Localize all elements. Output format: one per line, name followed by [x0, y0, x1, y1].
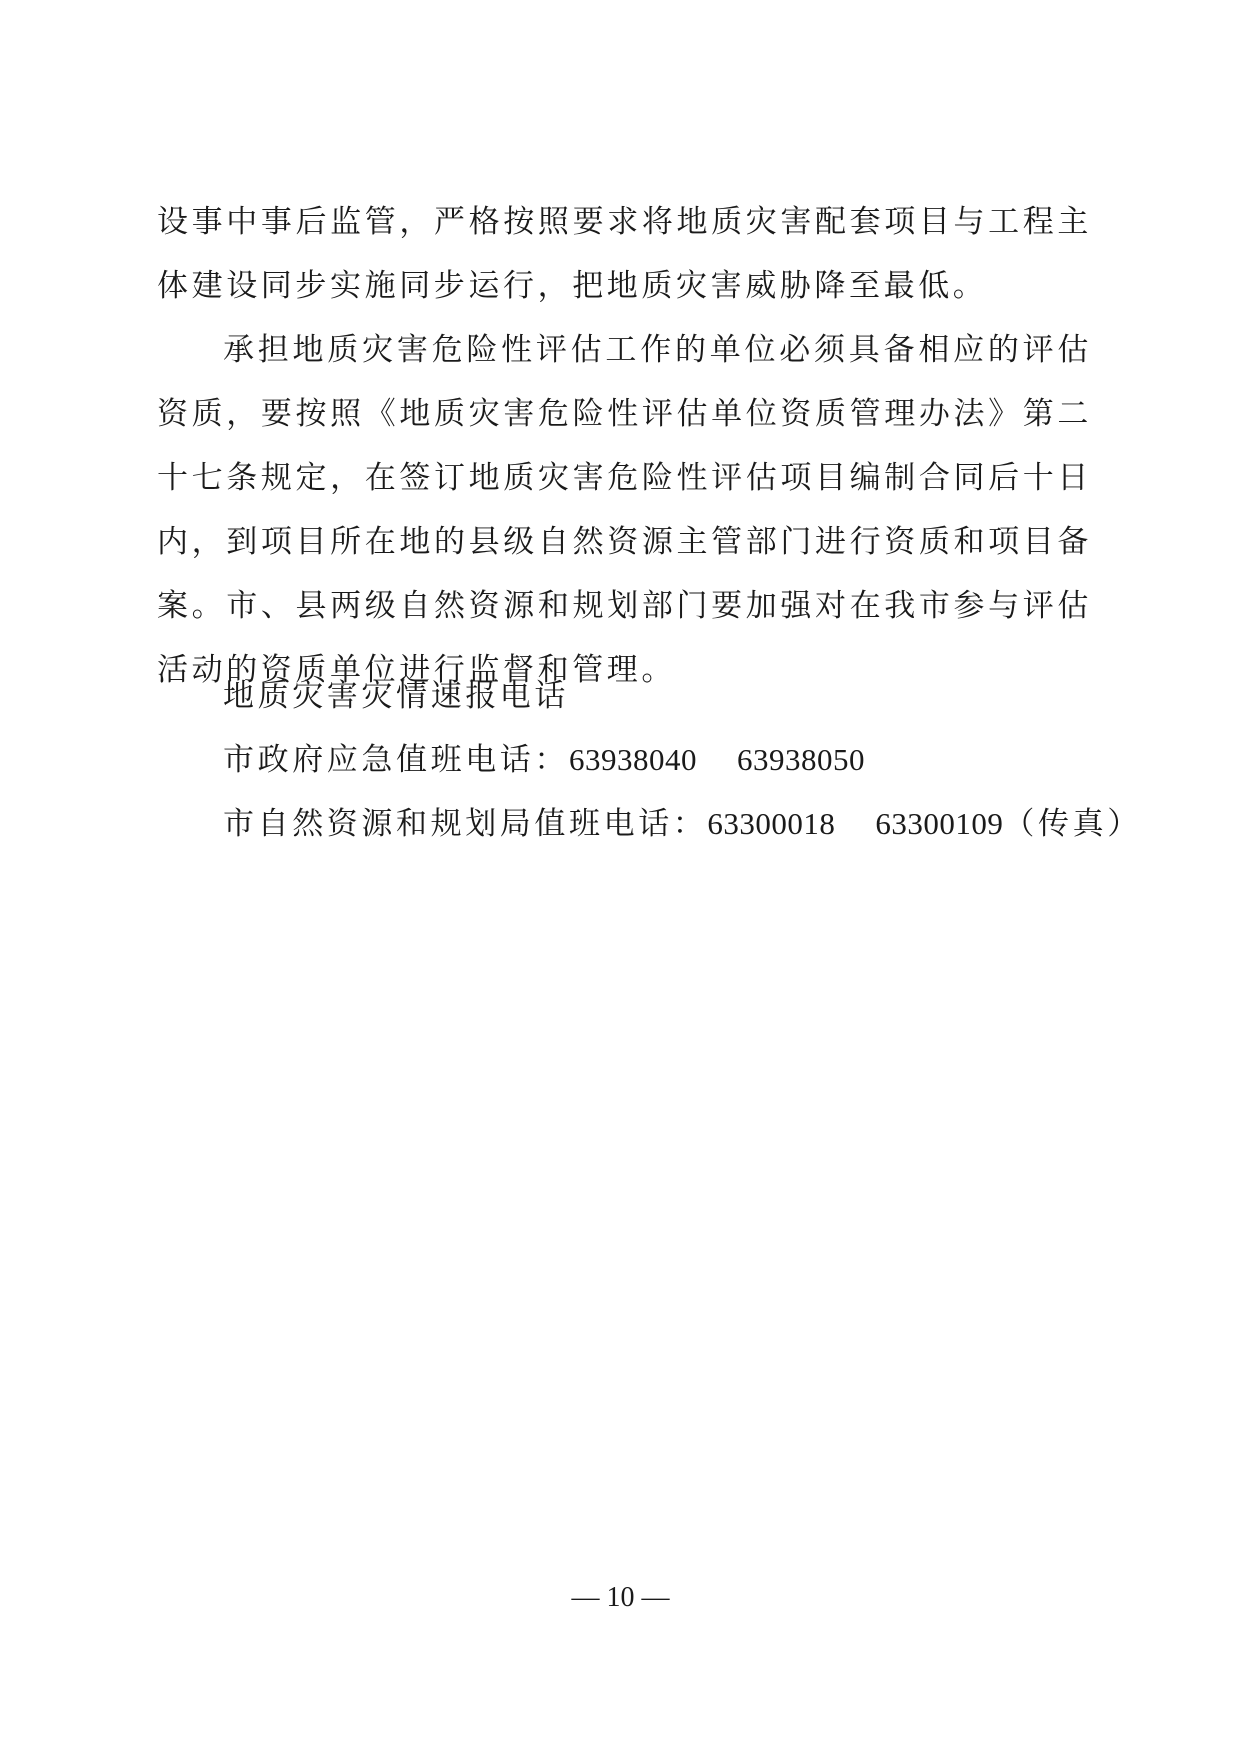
paragraph-qualification: 承担地质灾害危险性评估工作的单位必须具备相应的评估资质，要按照《地质灾害危险性评估单位资质管理办法》第二十七条规定，在签订地质灾害危险性评估项目编制合同后十日内，到项目所在地的县级自然资源主管部门进行资质和项目备案。市、县两级自然资源和规划部门要加强对在我市参与评估活动的资质单位进行监督和管理。: [157, 332, 1092, 688]
contact-line-city-government: [223, 728, 1123, 792]
fax-suffix: （传真）: [1003, 806, 1142, 842]
paragraph-continued: 设事中事后监管，严格按照要求将地质灾害配套项目与工程主体建设同步实施同步运行，把地质灾害威胁降至最低。: [157, 204, 1092, 304]
phone-number: 63300018: [707, 806, 836, 841]
contact-line-natural-resources-bureau: [223, 792, 1142, 856]
phone-number: 63938050: [737, 742, 865, 777]
contact-label: 市政府应急值班电话：: [223, 742, 569, 778]
contact-label: 市自然资源和规划局值班电话：: [223, 806, 708, 842]
contact-block: [223, 664, 1142, 856]
phone-number: 63300109: [875, 806, 1004, 841]
page-number: — 10 —: [571, 1582, 670, 1613]
phone-number: 63938040: [569, 742, 697, 777]
contact-heading: 地质灾害灾情速报电话: [223, 678, 569, 714]
